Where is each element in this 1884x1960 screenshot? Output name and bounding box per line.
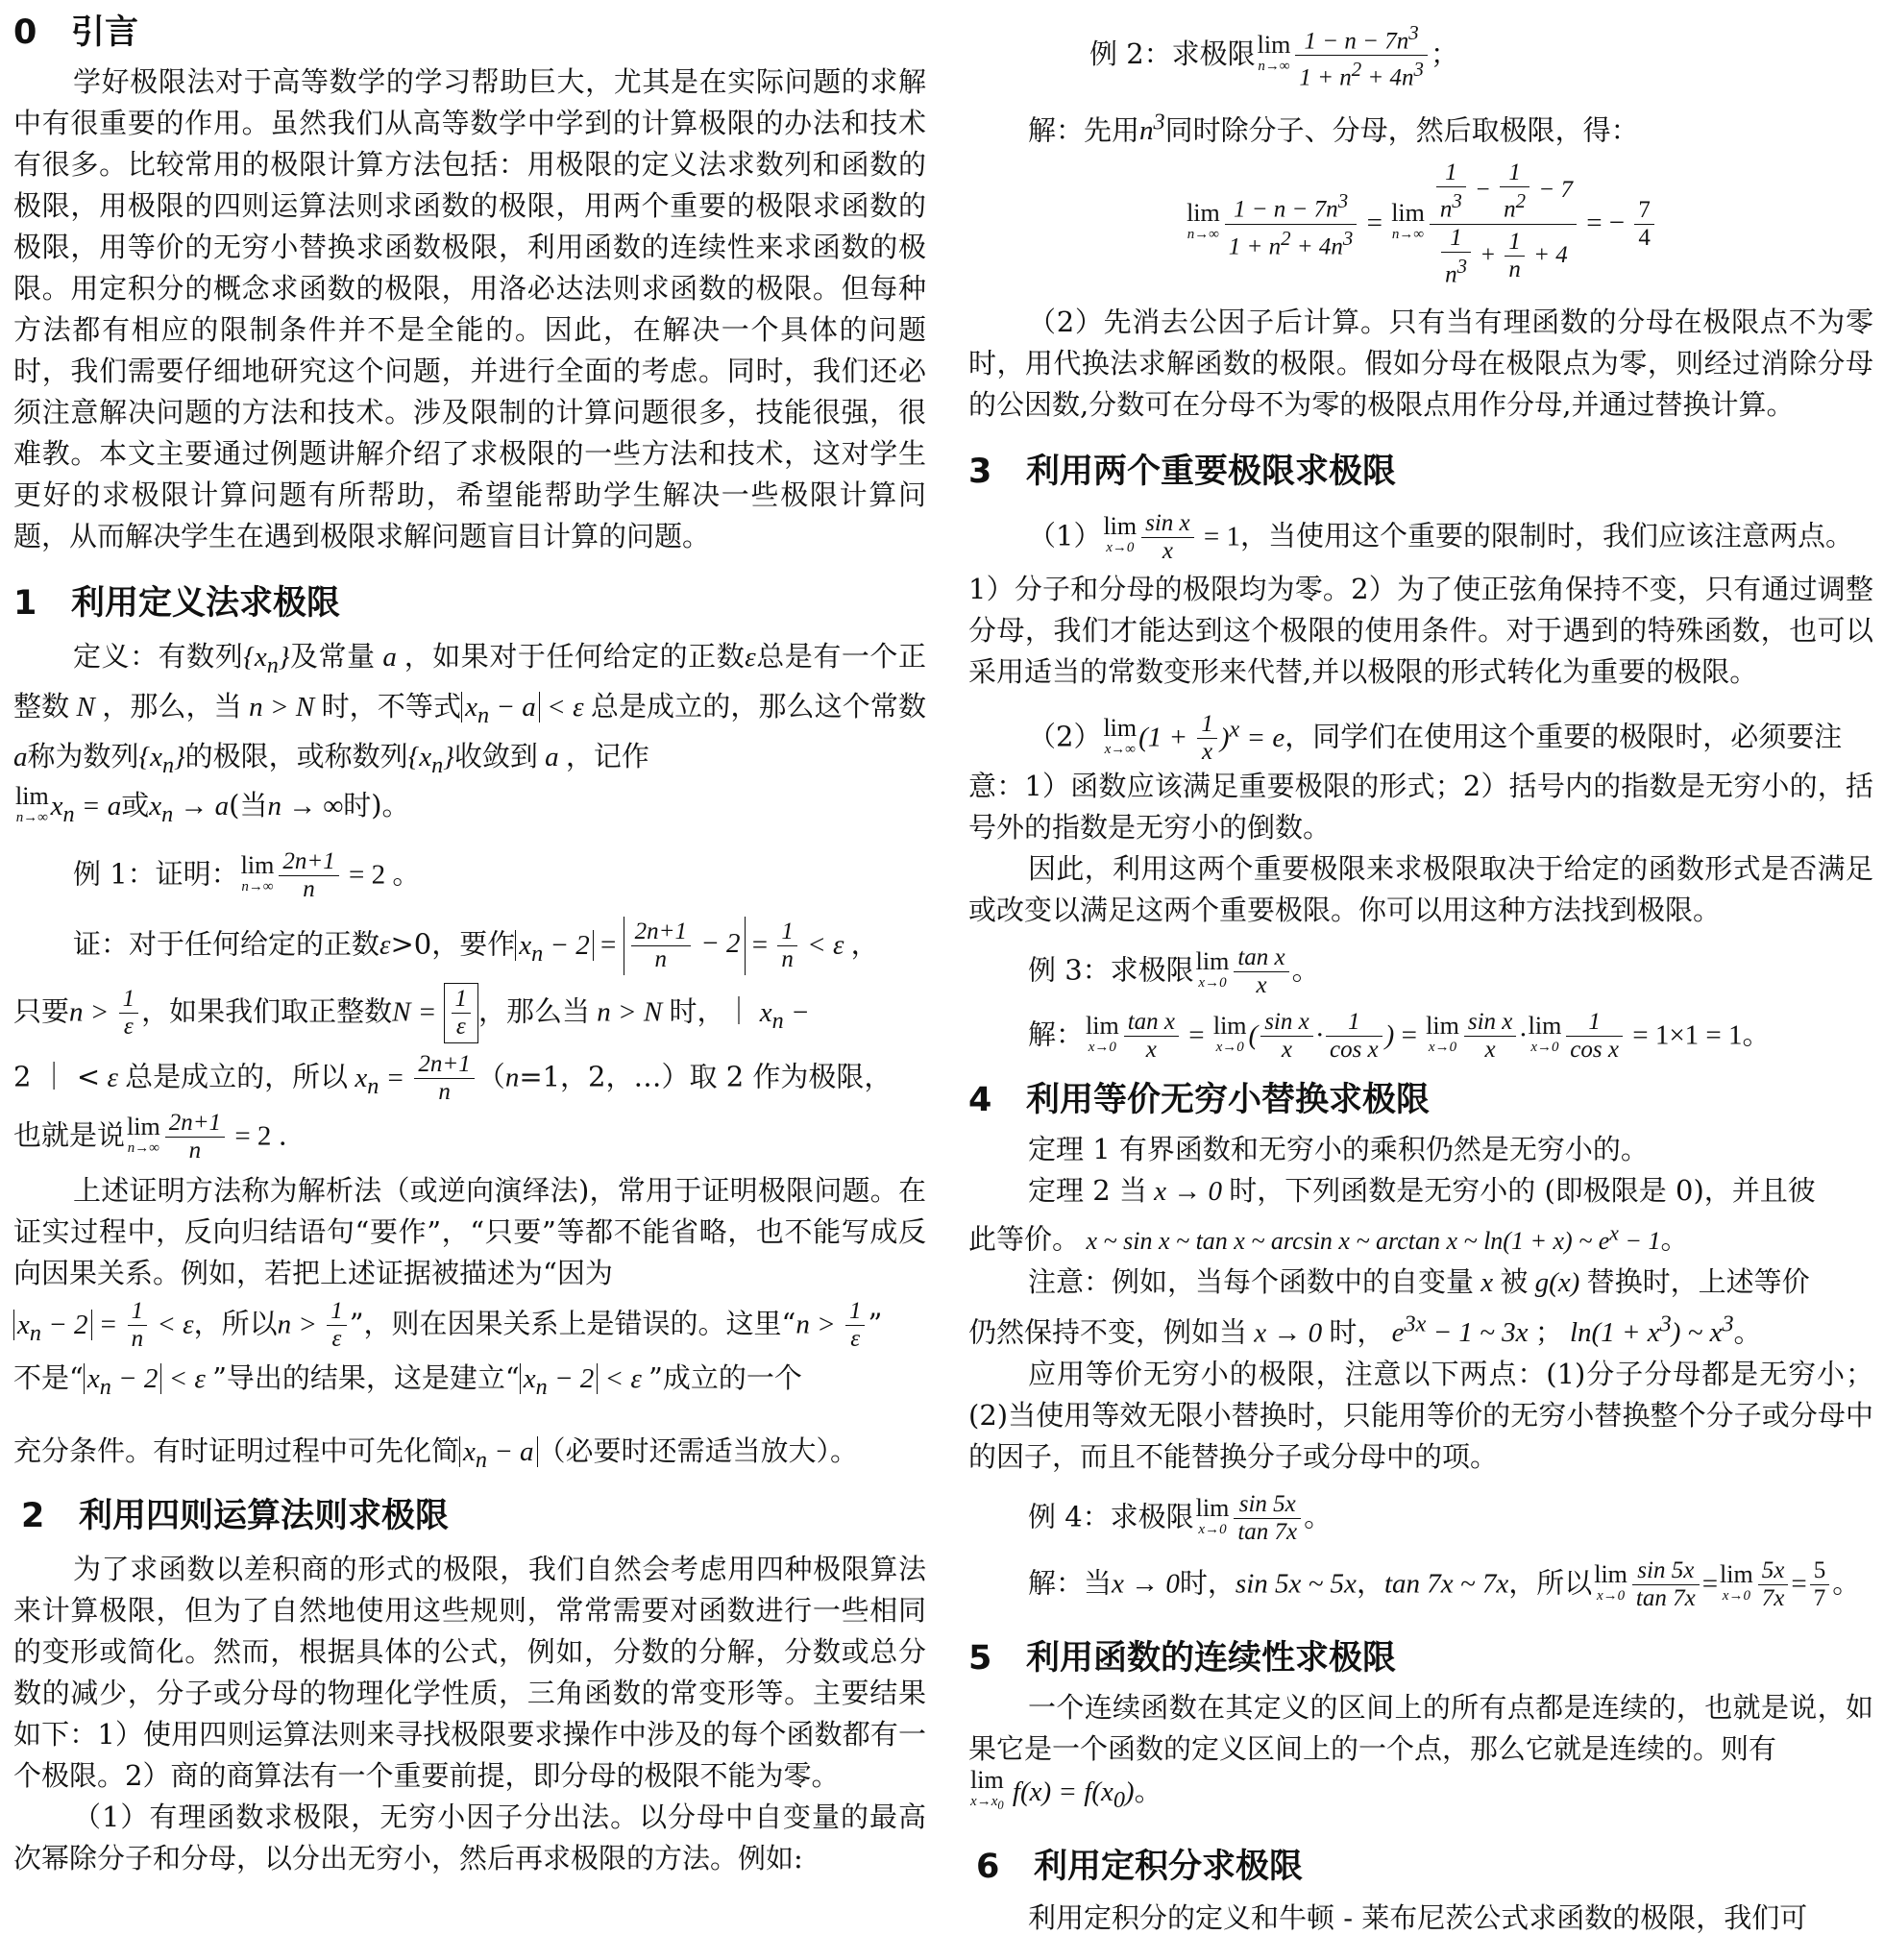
definition-notation: lim n→∞ $x_n = a$或$x_n \to a$(当n → ∞时)。 xyxy=(15,782,410,828)
section-number: 1 xyxy=(13,584,37,623)
section-number: 5 xyxy=(968,1639,992,1678)
example-2: 例 2：求极限 lim n→∞ $\frac{1 - n - 7n^3}{1 + n^2 + 4n^3}$ ； xyxy=(1089,21,1458,91)
solution-2-intro: 解：先用$n^3$同时除分子、分母，然后取极限，得： xyxy=(1028,109,1639,147)
important-limit-2: （2） lim x→∞ (1 + $\frac{1}{x}$ )$^x$ = e，同学们在使用这个重要的极限时，必须要注 xyxy=(1028,711,1843,766)
solution-3: 解： lim x→0 $\frac{\text{tan x}}{x}$ = lim x→0 ( $\frac{\text{sin x}}{x}$ · $\frac{1}{\text{cos x}}$ ) = lim x→0 $\frac{\text{sin x}}{x}$ · lim x→0 $\frac{1}{\text{cos x}}$ = 1×1 = 1。 xyxy=(1028,1009,1771,1064)
section-title: 利用等价无穷小替换求极限 xyxy=(1026,1081,1431,1120)
proof-line-2: 只要n > $\frac{1}{\varepsilon}$ ，如果我们取正整数N = $\frac{1}{\varepsilon}$ ，那么当 n > N 时，｜ $x_n$ − xyxy=(13,983,926,1043)
common-factor-paragraph: （2）先消去公因子后计算。只有当有理函数的分母在极限点不为零时，用代换法求解函数的极限。假如分母在极限点为零，则经过消除分母的公因数,分数可在分母不为零的极限点用作分母,并通过替换计算。 xyxy=(968,305,1873,421)
section-number: 6 xyxy=(976,1848,1000,1887)
continuity-formula: lim $x\to x_0$ $f(x) = f(x_0)$。 xyxy=(970,1766,1162,1814)
important-limits-summary: 因此，利用这两个重要极限来求极限取决于给定的函数形式是否满足或改变以满足这两个重要极限。你可以用这种方法找到极限。 xyxy=(968,852,1873,927)
important-limit-1-notes: 1）分子和分母的极限均为零。2）为了使正弦角保持不变，只有通过调整分母，我们才能达到这个极限的使用条件。对于遇到的特殊函数，也可以采用适当的常数变形来代替,并以极限的形式转化为重要的极限。 xyxy=(968,572,1873,688)
intro-paragraph: 学好极限法对于高等数学的学习帮助巨大，尤其是在实际问题的求解中有很重要的作用。虽然我们从高等数学中学到的计算极限的办法和技术有很多。比较常用的极限计算方法包括：用极限的定义法求数列和函数的极限，用极限的四则运算法则求函数的极限，用两个重要的极限求函数的极限，用等价的无穷小替换求函数极限，利用函数的连续性来求函数的极限。用定积分的概念求函数的极限，用洛必达法则求函数的极限。但每种方法都有相应的限制条件并不是全能的。因此，在解决一个具体的问题时，我们需要仔细地研究这个问题，并进行全面的考虑。同时，我们还必须注意解决问题的方法和技术。涉及限制的计算问题很多，技能很强，很难教。本文主要通过例题讲解介绍了求极限的一些方法和技术，这对学生更好的求极限计算问题有所帮助，希望能帮助学生解决一些极限计算问题，从而解决学生在遇到极限求解问题盲目计算的问题。 xyxy=(13,65,926,552)
example-4: 例 4：求极限 lim x→0 $\frac{\sin 5x}{\tan 7x}$ 。 xyxy=(1028,1491,1333,1546)
section-2-heading xyxy=(13,1493,926,1539)
section-number: 2 xyxy=(21,1497,45,1536)
section-1-heading xyxy=(13,580,926,626)
proof-line-3: 2 ｜ < ε 总是成立的，所以 $x_n$ = $\frac{2n+1}{n}$ （n=1，2，…）取 2 作为极限， xyxy=(13,1051,893,1106)
section-number: 0 xyxy=(13,13,37,52)
definite-integral-paragraph: 利用定积分的定义和牛顿 - 莱布尼茨公式求函数的极限，我们可 xyxy=(1028,1901,1808,1935)
right-column xyxy=(968,0,1873,1960)
section-0-heading xyxy=(13,10,926,56)
section-title: 利用两个重要极限求极限 xyxy=(1026,452,1397,491)
left-column xyxy=(13,0,926,1960)
method-note-paragraph: 上述证明方法称为解析法（或逆向演绎法)，常用于证明极限问题。在证实过程中，反向归结语句“要作”，“只要”等都不能省略，也不能写成反向因果关系。例如，若把上述证据被描述为“因为 xyxy=(13,1174,926,1290)
arithmetic-rules-paragraph: 为了求函数以差积商的形式的极限，我们自然会考虑用四种极限算法来计算极限，但为了自然地使用这些规则，常常需要对函数进行一些相同的变形或简化。然而，根据具体的公式，例如，分数的分解，分数或总分数的减少，分子或分母的物理化学性质，三角函数的常变形等。主要结果如下：1）使用四则运算法则来寻找极限要求操作中涉及的每个函数都有一个极限。2）商的商算法有一个重要前提，即分母的极限不能为零。 xyxy=(13,1553,926,1793)
method-note-line-3: 不是“ $x_n - 2 < \varepsilon$ ”导出的结果，这是建立“ $x_n - 2 < \varepsilon$ ”成立的一个 xyxy=(13,1360,802,1400)
section-4-heading xyxy=(968,1077,1873,1123)
important-limit-2-notes: 意：1）函数应该满足重要极限的形式；2）括号内的指数是无穷小的，括号外的指数是无穷小的倒数。 xyxy=(968,770,1873,845)
section-number: 4 xyxy=(968,1081,992,1120)
theorem-1: 定理 1 有界函数和无穷小的乘积仍然是无穷小的。 xyxy=(1028,1133,1649,1166)
example-1: 例 1：证明： lim n→∞ $\frac{2n+1}{n}$ = 2 。 xyxy=(73,848,421,903)
section-title: 利用函数的连续性求极限 xyxy=(1026,1639,1397,1678)
theorem-2: 定理 2 当 x → 0 时，下列函数是无穷小的 (即极限是 0)，并且彼 xyxy=(1028,1174,1816,1208)
section-number: 3 xyxy=(968,452,992,491)
important-limit-1: （1） lim x→0 $\frac{\text{sin x}}{x}$ = 1，当使用这个重要的限制时，我们应该注意两点。 xyxy=(1028,509,1854,564)
theorem-2-equivalences: 此等价。 x ~ sin x ~ tan x ~ arcsin x ~ arctan x ~ ln(1 + x) ~ $e^x - 1$。 xyxy=(968,1221,1689,1256)
fraction: $\frac{2n+1}{n}$ xyxy=(279,848,338,903)
section-title: 引言 xyxy=(71,13,139,52)
continuity-paragraph: 一个连续函数在其定义的区间上的所有点都是连续的，也就是说，如果它是一个函数的定义区间上的一个点，那么它就是连续的。则有 xyxy=(968,1691,1873,1766)
method-note-line-4: 充分条件。有时证明过程中可先化简 $x_n - a$ （必要时还需适当放大）。 xyxy=(13,1433,859,1473)
application-note-paragraph: 应用等价无穷小的极限，注意以下两点：(1)分子分母都是无穷小；(2)当使用等效无限小替换时，只能用等价的无穷小替换整个分子或分母中的因子，而且不能替换分子或分母中的项。 xyxy=(968,1358,1873,1474)
solution-4: 解：当x → 0时，sin 5x ~ 5x，tan 7x ~ 7x，所以 lim x→0 $\frac{\sin 5x}{\tan 7x}$ = lim x→0 $\frac{5x}{7x}$ = $\frac{5}{7}$ 。 xyxy=(1028,1557,1861,1612)
section-6-heading xyxy=(968,1844,1873,1890)
proof-line-1: 证：对于任何给定的正数ε>0，要作 $x_n - 2$ = $\frac{2n+1}{n}$ − 2 = $\frac{1}{n}$ < ε ， xyxy=(13,917,926,975)
section-title: 利用定积分求极限 xyxy=(1034,1848,1304,1887)
sequence-symbol: $\{x_n\}$ xyxy=(243,642,290,678)
solution-2-formula: lim n→∞ $\frac{1 - n - 7n^3}{1 + n^2 + 4n^3}$ = lim n→∞ $\frac{1}{n^3}$ − $\frac{1}{n^2}$ − 7 $\frac{1}{n^3}$ + $\frac{1}{n}$ + 4 = − $\frac{7}{4}$ xyxy=(968,159,1873,288)
section-title: 利用四则运算法则求极限 xyxy=(79,1497,450,1536)
section-3-heading xyxy=(968,449,1873,495)
definition-paragraph: 定义：有数列$\{x_n\}$及常量 a ，如果对于任何给定的正数ε总是有一个正整数 N ，那么，当 n > N 时，不等式 $x_n - a < \varepsilon$ 总是成立的，那么这个常数a称为数列$\{x_n\}$的极限，或称数列$\{x_n\}$收敛到 a ，记作 xyxy=(13,640,926,778)
example-3: 例 3：求极限 lim x→0 $\frac{\text{tan x}}{x}$ 。 xyxy=(1028,944,1320,999)
note-line-1: 注意：例如，当每个函数中的自变量 x 被 g(x) 替换时，上述等价 xyxy=(1028,1264,1810,1298)
section-5-heading xyxy=(968,1635,1873,1681)
method-note-line-2: $x_n - 2$ = $\frac{1}{n}$ < ε，所以n > $\frac{1}{\varepsilon}$ ”，则在因果关系上是错误的。这里“n > $\frac{1}{\varepsilon}$ ” xyxy=(13,1298,926,1353)
proof-line-4: 也就是说 lim n→∞ $\frac{2n+1}{n}$ = 2 . xyxy=(13,1110,287,1164)
note-line-2: 仍然保持不变，例如当 x → 0 时， $e^{3x} - 1$ ~ 3x ； $\ln(1 + x^3)$ ~ $x^3$。 xyxy=(968,1311,1762,1349)
rational-function-paragraph: （1）有理函数求极限，无穷小因子分出法。以分母中自变量的最高次幂除分子和分母，以分出无穷小，然后再求极限的方法。例如: xyxy=(13,1801,926,1875)
section-title: 利用定义法求极限 xyxy=(71,584,341,623)
